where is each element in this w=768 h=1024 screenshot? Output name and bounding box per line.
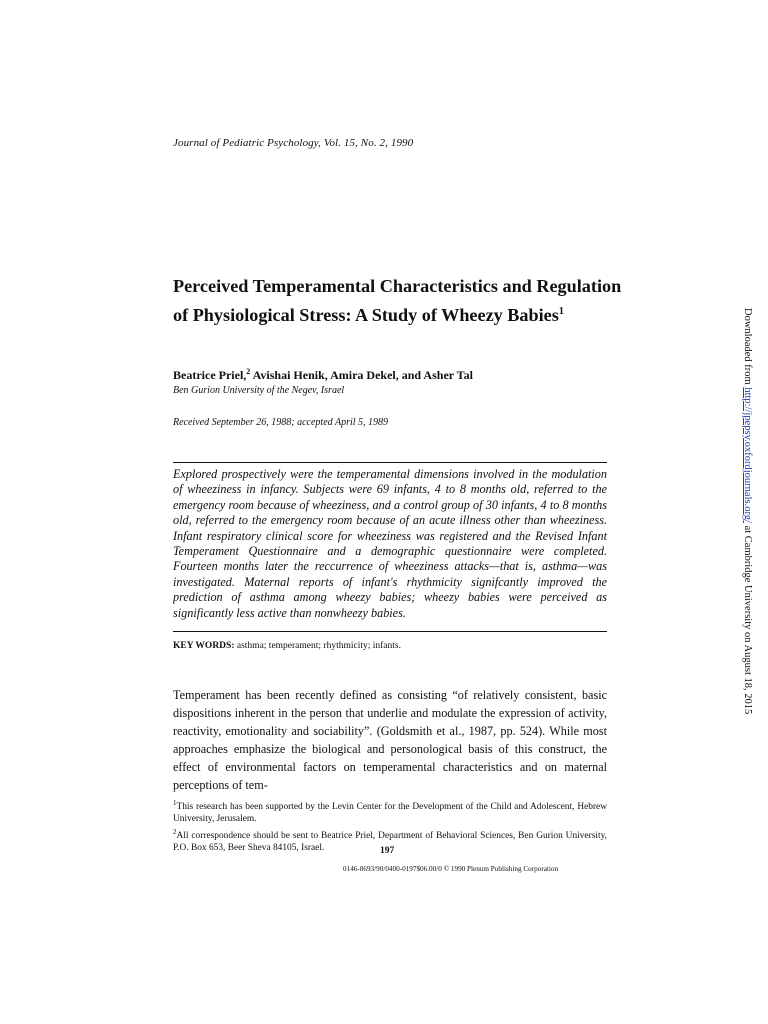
download-notice (742, 308, 753, 714)
article-title-text: Perceived Temperamental Characteristics and Regulation of Physiological Stress: A Study of Wheezy Babies (173, 276, 622, 326)
abstract-bottom-rule (173, 631, 607, 632)
footnote-text: This research has been supported by the Levin Center for the Development of the Child and Adolescent, Hebrew University, Jerusalem. (173, 802, 607, 825)
keywords-label: KEY WORDS: (173, 641, 235, 651)
abstract: Explored prospectively were the temperamental dimensions involved in the modulation of wheeziness in infancy. Subjects were 69 infants, 4 to 8 months old, referred to the emergency room because of wheeziness, and a control group of 30 infants, 4 to 8 months old, referred to the emergency room because of an acute illness other than wheeziness. Infant respiratory clinical score for wheeziness was registered and the Revised Infant Temperament Questionnaire and a demographic questionnaire were completed. Fourteen months later the reccurrence of wheeziness attacks—that is, asthma—was investigated. Maternal reports of infant's rhythmicity signifcantly improved the prediction of asthma among wheezy babies; wheezy babies were perceived as significantly less active than nonwheezy babies. (173, 467, 607, 620)
footnote-1 (173, 797, 607, 826)
footnote-mark: 2 (173, 827, 177, 836)
keywords (173, 641, 401, 651)
affiliation: Ben Gurion University of the Negev, Israel (173, 385, 345, 396)
copyright-line: 0146-8693/90/0400-0197$06.00/0 © 1990 Plenum Publishing Corporation (343, 865, 559, 873)
journal-citation: Journal of Pediatric Psychology, Vol. 15, No. 2, 1990 (173, 137, 414, 149)
footnote-text: All correspondence should be sent to Beatrice Priel, Department of Behavioral Sciences, Ben Gurion University, P.O. Box 653, Beer Sheva 84105, Israel. (173, 830, 607, 853)
author-first: Beatrice Priel, (173, 368, 247, 382)
page-number: 197 (380, 846, 395, 856)
received-dates: Received September 26, 1988; accepted April 5, 1989 (173, 417, 389, 428)
download-notice-suffix: at Cambridge University on August 18, 2015 (742, 522, 753, 715)
download-notice-prefix: Downloaded from (742, 308, 753, 388)
footnote-mark: 1 (173, 799, 177, 807)
author-list (173, 367, 473, 383)
journal-url-link[interactable]: http://jpepsy.oxfordjournals.org/ (742, 387, 753, 523)
body-paragraph: Temperament has been recently defined as consisting “of relatively consistent, basic dispositions inherent in the person that underlie and modulate the expression of activity, reactivity, emotionality and sociability”. (Goldsmith et al., 1987, pp. 524). While most approaches emphasize the biological and personological basis of this construct, the effect of environmental factors on temperamental characteristics and on maternal perceptions of tem- (173, 688, 607, 792)
author-footnote-mark: 2 (246, 367, 251, 376)
article-title (173, 274, 623, 328)
author-rest: Avishai Henik, Amira Dekel, and Asher Tal (250, 368, 473, 382)
abstract-top-rule (173, 462, 607, 463)
title-footnote-mark: 1 (558, 306, 564, 317)
keywords-text: asthma; temperament; rhythmicity; infants. (234, 641, 401, 651)
